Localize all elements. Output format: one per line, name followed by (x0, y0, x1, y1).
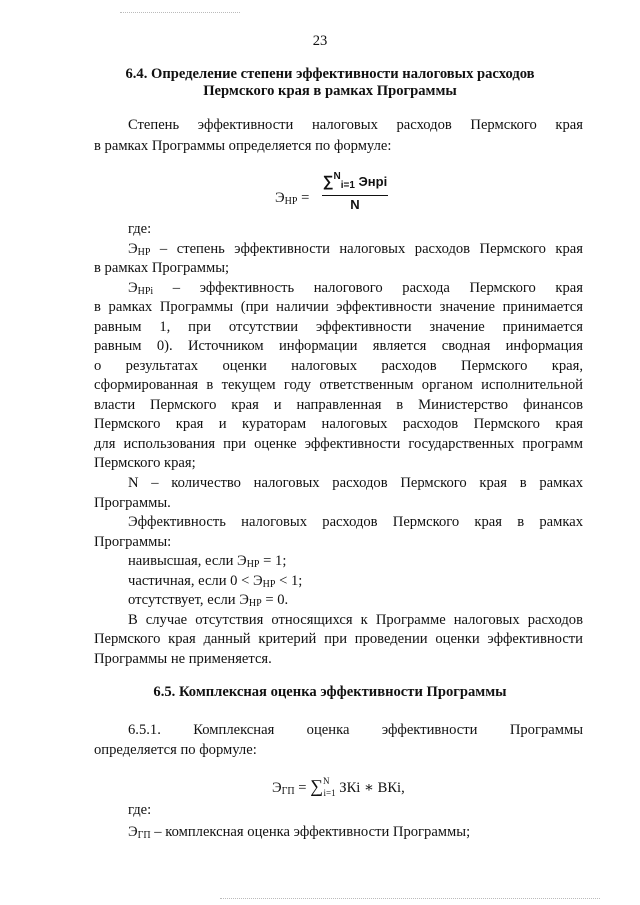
criterion-text: = 0. (261, 592, 289, 608)
formula-ehr-lhs (275, 190, 309, 207)
sum-lower-limit: i=1 (323, 788, 336, 798)
criterion-subscript: НР (262, 579, 276, 590)
def-subscript: НРi (137, 286, 154, 297)
criterion-text: частичная, если 0 < Э (128, 573, 263, 589)
def-symbol: Э (128, 824, 138, 840)
definition-line: Пермского края; (94, 455, 196, 471)
def-symbol: Э (128, 280, 138, 296)
definition-line: для использования при оценке эффективности государственных программ (94, 436, 583, 452)
fraction-denominator: N (350, 197, 360, 212)
where-label: где: (128, 802, 152, 818)
formula-ehr-fraction (322, 169, 388, 213)
formula-symbol: Э (272, 780, 282, 796)
page-number: 23 (312, 33, 328, 49)
definition-line: равным 0). Источником информации является сводная информация (94, 338, 583, 354)
definition-line: власти Пермского края и направленная в Министерство финансов (94, 397, 583, 413)
definition-line: в рамках Программы (при наличии эффективности значение принимается (94, 299, 583, 315)
heading-line: Пермского края в рамках Программы (203, 83, 457, 99)
formula-equals: = (297, 190, 310, 206)
def-text: – эффективность налогового расхода Пермского края (153, 280, 583, 296)
formula-body: ЗКi ∗ ВКi, (339, 780, 405, 796)
sum-upper-limit: N (333, 171, 341, 182)
where-label: где: (128, 221, 152, 237)
paragraph-line: Пермского края данный критерий при проведении оценки эффективности (94, 631, 583, 647)
def-subscript: ГП (137, 830, 151, 841)
criterion-absent (128, 591, 583, 613)
scan-artifact-line (120, 12, 240, 13)
sum-term: Энрi (358, 174, 388, 189)
formula-subscript: ГП (281, 786, 295, 797)
def-text: – комплексная оценка эффективности Программы; (150, 824, 471, 840)
def-symbol: Э (128, 241, 138, 257)
criterion-subscript: НР (248, 598, 262, 609)
paragraph-line: 6.5.1. Комплексная оценка эффективности Программы (128, 722, 583, 738)
definition-line: о результатах оценки налоговых расходов Пермского края, (94, 358, 583, 374)
sum-upper-limit: N (323, 776, 330, 786)
paragraph-line: Эффективность налоговых расходов Пермского края в рамках (128, 514, 583, 530)
formula-equals: = (294, 780, 311, 796)
fraction-numerator (322, 169, 388, 196)
intro-line: Степень эффективности налоговых расходов Пермского края (128, 117, 583, 133)
def-subscript: НР (137, 247, 151, 258)
criterion-high (128, 552, 583, 574)
section-heading-6-4 (60, 66, 600, 100)
scan-artifact-line (220, 898, 600, 899)
def-text: – степень эффективности налоговых расходов Пермского края (150, 241, 583, 257)
definition-line: N – количество налоговых расходов Пермского края в рамках (128, 475, 583, 491)
formula-egp (272, 776, 405, 798)
paragraph-line: Программы: (94, 534, 172, 550)
definition-line: Пермского края и кураторам налоговых расходов Пермского края (94, 416, 583, 432)
definition-line: Программы. (94, 495, 171, 511)
formula-subscript: НР (284, 196, 298, 207)
criterion-text: отсутствует, если Э (128, 592, 249, 608)
paragraph-line: Программы не применяется. (94, 651, 272, 667)
definition-line (128, 823, 583, 845)
sum-icon: ∑ (310, 776, 324, 796)
sum-icon: ∑ (322, 173, 334, 190)
paragraph-line: В случае отсутствия относящихся к Программе налоговых расходов (128, 612, 583, 628)
criterion-text: наивысшая, если Э (128, 553, 247, 569)
sum-lower-limit: i=1 (340, 180, 355, 191)
definition-line: равным 1, при отсутствии эффективности значение принимается (94, 319, 583, 335)
heading-line: 6.4. Определение степени эффективности налоговых расходов (125, 66, 535, 82)
definition-line: в рамках Программы; (94, 260, 230, 276)
paragraph-line: определяется по формуле: (94, 742, 257, 758)
section-heading-6-5: 6.5. Комплексная оценка эффективности Программы (153, 684, 507, 700)
criterion-subscript: НР (246, 559, 260, 570)
criterion-text: < 1; (275, 573, 303, 589)
criterion-text: = 1; (259, 553, 287, 569)
definition-line: сформированная в текущем году ответственным органом исполнительной (94, 377, 583, 393)
intro-line: в рамках Программы определяется по формуле: (94, 138, 392, 154)
formula-symbol: Э (275, 190, 285, 206)
